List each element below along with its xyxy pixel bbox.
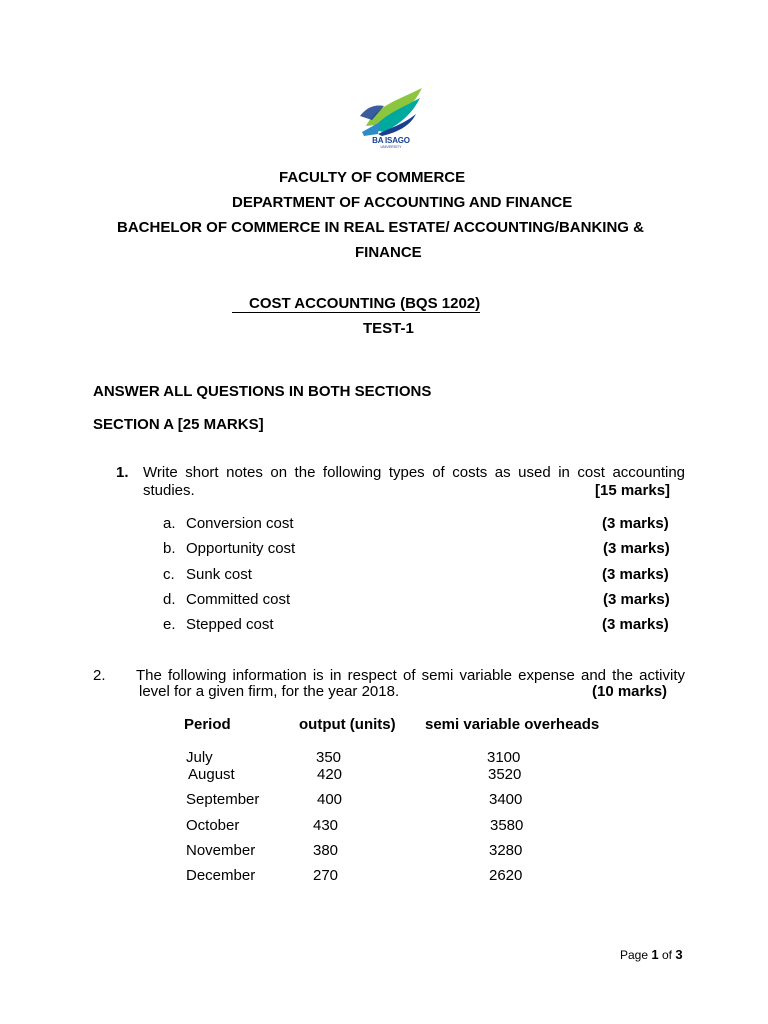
list-item-marks: (3 marks) xyxy=(602,515,669,532)
table-cell-period: September xyxy=(186,791,260,808)
table-cell-overheads: 3400 xyxy=(489,791,523,808)
question-1-text-line1: Write short notes on the following types of costs as used in cost accounting xyxy=(143,464,685,481)
list-item-label: Conversion cost xyxy=(186,515,294,532)
page-label: Page xyxy=(620,948,649,962)
list-item-letter: b. xyxy=(163,540,176,557)
faculty-title: FACULTY OF COMMERCE xyxy=(279,169,466,186)
list-item-letter: c. xyxy=(163,566,175,583)
table-cell-output: 400 xyxy=(317,791,343,808)
table-cell-overheads: 2620 xyxy=(489,867,523,884)
table-cell-overheads: 3280 xyxy=(489,842,523,859)
programme-title-line1: BACHELOR OF COMMERCE IN REAL ESTATE/ ACCOUNTING/BANKING & xyxy=(117,219,644,236)
table-cell-period: December xyxy=(186,867,256,884)
section-a-heading: SECTION A [25 MARKS] xyxy=(93,416,264,433)
question-1-text-line2: studies. xyxy=(143,482,195,499)
department-title: DEPARTMENT OF ACCOUNTING AND FINANCE xyxy=(232,194,573,211)
list-item-letter: a. xyxy=(163,515,176,532)
list-item-marks: (3 marks) xyxy=(603,591,670,608)
instructions: ANSWER ALL QUESTIONS IN BOTH SECTIONS xyxy=(93,383,432,400)
test-title: TEST-1 xyxy=(363,320,414,337)
list-item-label: Opportunity cost xyxy=(186,540,296,557)
list-item-letter: d. xyxy=(163,591,176,608)
table-cell-overheads: 3580 xyxy=(490,817,524,834)
page-number: 1 xyxy=(651,947,659,962)
question-1-marks: [15 marks] xyxy=(595,482,671,499)
table-cell-period: November xyxy=(186,842,256,859)
list-item-marks: (3 marks) xyxy=(603,540,670,557)
list-item-letter: e. xyxy=(163,616,176,633)
table-cell-period: October xyxy=(186,817,240,834)
list-item-marks: (3 marks) xyxy=(602,616,669,633)
table-cell-output: 420 xyxy=(317,766,343,783)
logo-wordmark: BA ISAGO xyxy=(372,136,410,145)
question-2-marks: (10 marks) xyxy=(592,683,668,700)
page-total: 3 xyxy=(675,947,683,962)
logo-subtitle: UNIVERSITY xyxy=(380,145,402,149)
of-label: of xyxy=(661,948,672,962)
question-2-number: 2. xyxy=(93,667,106,684)
table-header-output: output (units) xyxy=(299,716,396,733)
table-cell-period: July xyxy=(186,749,213,766)
list-item-marks: (3 marks) xyxy=(602,566,669,583)
table-cell-period: August xyxy=(188,766,235,783)
list-item-label: Committed cost xyxy=(186,591,291,608)
table-cell-output: 430 xyxy=(313,817,339,834)
page-footer xyxy=(620,947,683,962)
list-item-label: Stepped cost xyxy=(186,616,274,633)
table-cell-output: 270 xyxy=(313,867,339,884)
table-cell-overheads: 3520 xyxy=(488,766,522,783)
question-2-text-line2: level for a given firm, for the year 2018. xyxy=(139,683,400,700)
table-cell-output: 350 xyxy=(316,749,342,766)
table-cell-output: 380 xyxy=(313,842,339,859)
question-1-number: 1. xyxy=(116,464,129,481)
table-header-period: Period xyxy=(184,716,231,733)
table-header-overheads: semi variable overheads xyxy=(425,716,600,733)
programme-title-line2: FINANCE xyxy=(355,244,422,261)
course-title: COST ACCOUNTING (BQS 1202) xyxy=(232,295,480,313)
list-item-label: Sunk cost xyxy=(186,566,252,583)
table-cell-overheads: 3100 xyxy=(487,749,521,766)
question-2-text-line1: The following information is in respect of semi variable expense and the activity xyxy=(136,667,685,684)
